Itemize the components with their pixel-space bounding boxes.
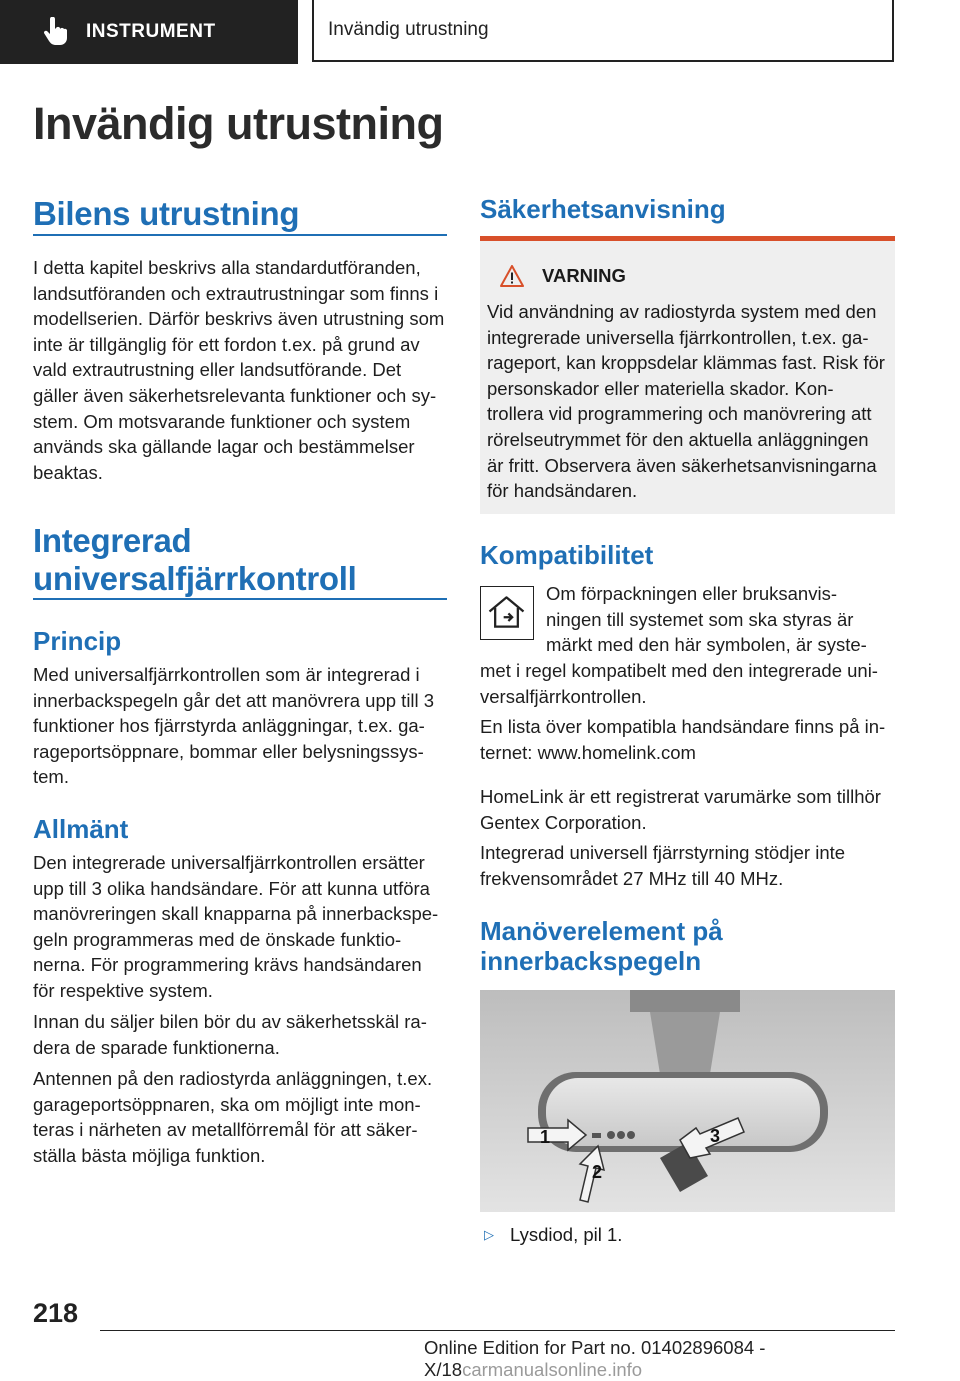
paragraph-kompat-4: Integrerad universell fjärrstyrning stödjer inte frekvensområdet 27 MHz till 40 MHz.: [480, 842, 846, 889]
list-item-text: Lysdiod, pil 1.: [510, 1224, 623, 1245]
figure-label-2: 2: [592, 1162, 603, 1182]
edition-text: Online Edition for Part no. 01402896084 - X/18: [424, 1337, 766, 1380]
paragraph-bilens: I detta kapitel beskrivs alla standardutföranden, landsutföranden och extrautrustningar som finns i modellserien. Därför beskrivs även utrustning som inte är tillgänglig för ett fordon t.ex. på grund av vald extrautrustning eller landsutförande. Det gäller även säkerhetsrelevanta funktioner och sy-stem. Om motsvarande funktioner och system används ska gällande lagar och bestämmelser beaktas.: [33, 257, 445, 483]
section-title-bilens: Bilens utrustning: [33, 195, 300, 232]
warning-header: [500, 265, 626, 287]
section-title-line-2: universalfjärrkontroll: [33, 560, 357, 597]
figure-label-1: 1: [540, 1127, 551, 1147]
section-title-kompatibilitet: Kompatibilitet: [480, 540, 654, 570]
section-title-line-1: Manöverelement på: [480, 916, 723, 946]
watermark-text: carmanualsonline.info: [462, 1359, 643, 1380]
footer-edition: [424, 1337, 960, 1381]
subsection-title-allmant: Allmänt: [33, 814, 129, 844]
page-number: 218: [33, 1298, 79, 1328]
mirror-illustration: [480, 990, 895, 1212]
paragraph-kompat-3: HomeLink är ett registrerat varumärke som tillhör Gentex Corporation.: [480, 786, 881, 833]
paragraph-kompat-b: met i regel kompatibelt med den integrerade uni-versalfjärrkontrollen.: [480, 660, 878, 707]
section-title-integrerad: [33, 522, 357, 598]
subsection-title-princip: Princip: [33, 626, 122, 656]
section-rule: [33, 234, 447, 236]
paragraph-princip: Med universalfjärrkontrollen som är integrerad i innerbackspegeln går det att manövrera upp till 3 funktioner hos fjärrstyrda anläggningar, t.ex. ga-rageportsöppnare, bommar eller belysningssys-tem.: [33, 664, 435, 788]
section-title-line-2: innerbackspegeln: [480, 946, 702, 976]
chapter-label: INSTRUMENT: [86, 21, 216, 42]
warning-label: VARNING: [542, 265, 626, 286]
section-rule: [33, 598, 447, 600]
bullet-triangle-icon: ▷: [484, 1227, 494, 1242]
page-title: Invändig utrustning: [33, 98, 444, 149]
section-title-manover: [480, 916, 723, 976]
section-title-sakerhet: Säkerhetsanvisning: [480, 194, 726, 224]
chapter-tab: [0, 0, 298, 64]
paragraph-allmant-1: Den integrerade universalfjärrkontrollen ersätter upp till 3 olika handsändare. För att kunna utföra manövreringen skall knapparna på innerbackspe-geln programmeras med de önskade funktio-nerna. För programmering krävs handsändaren för respektive system.: [33, 852, 439, 1001]
topic-label: Invändig utrustning: [328, 19, 489, 40]
warning-triangle-icon: [500, 265, 524, 287]
section-title-line-1: Integrerad: [33, 522, 192, 559]
list-item: [484, 1224, 622, 1246]
topic-tab: [312, 0, 894, 62]
paragraph-allmant-2: Innan du säljer bilen bör du av säkerhetsskäl ra-dera de sparade funktionerna.: [33, 1011, 427, 1058]
warning-text: Vid användning av radiostyrda system med den integrerade universella fjärrkontrollen, t.ex. ga-rageport, kan kroppsdelar klämmas fast. Risk för personskador eller materiella skador. Kon-trollera vid programmering och manövrering att rörelseutrymmet för den aktuella anläggningen är fritt. Observera även säkerhetsanvisningarna för handsändaren.: [487, 301, 885, 502]
warning-box: [480, 236, 895, 514]
hand-pointer-icon: [42, 17, 68, 47]
paragraph-kompat-2: En lista över kompatibla handsändare finns på in-ternet: www.homelink.com: [480, 716, 886, 763]
figure-label-3: 3: [710, 1126, 721, 1146]
footer-rule: [100, 1330, 895, 1331]
homelink-house-icon: [480, 586, 534, 640]
paragraph-allmant-3: Antennen på den radiostyrda anläggningen, t.ex. garageportsöppnaren, ska om möjligt inte mon-teras i närheten av metallförremål för att säker-ställa bästa möjliga funktion.: [33, 1068, 433, 1166]
paragraph-kompat-a: Om förpackningen eller bruksanvis-ningen till systemet som ska styras är märkt med den här symbolen, är syste-: [546, 583, 867, 656]
